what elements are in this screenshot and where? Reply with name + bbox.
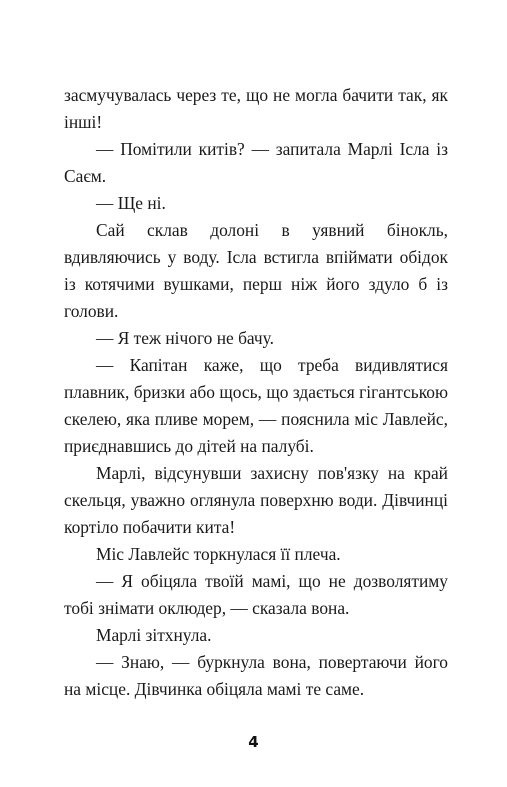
paragraph: Марлі, відсунувши захисну пов'язку на край скельця, уважно оглянула поверхню води. Дівчинці кортіло побачити кита!: [64, 463, 448, 537]
paragraph: — Я теж нічого не бачу.: [96, 328, 274, 348]
paragraph: Міс Лавлейс торкнулася її плеча.: [96, 544, 341, 564]
page-body-text: [64, 82, 448, 703]
paragraph: Сай склав долоні в уявний бінокль, вдивляючись у воду. Ісла встигла впіймати обідок із котячими вушками, перш ніж його здуло б із голови.: [64, 220, 448, 321]
paragraph: Марлі зітхнула.: [96, 625, 212, 645]
paragraph-continuation: засмучувалась через те, що не могла бачити так, як інші!: [64, 85, 448, 132]
paragraph: — Я обіцяла твоїй мамі, що не дозволятиму тобі знімати оклюдер, — сказала вона.: [64, 571, 448, 618]
paragraph: — Капітан каже, що треба видивлятися плавник, бризки або щось, що здається гігантською скелею, яка пливе морем, — пояснила міс Лавлейс, приєднавшись до дітей на палубі.: [64, 355, 448, 456]
paragraph: — Знаю, — буркнула вона, повертаючи його на місце. Дівчинка обіцяла мамі те саме.: [64, 652, 448, 699]
paragraph: — Ще ні.: [96, 193, 166, 213]
page-number: 4: [248, 733, 259, 751]
paragraph: — Помітили китів? — запитала Марлі Ісла із Саєм.: [64, 139, 448, 186]
